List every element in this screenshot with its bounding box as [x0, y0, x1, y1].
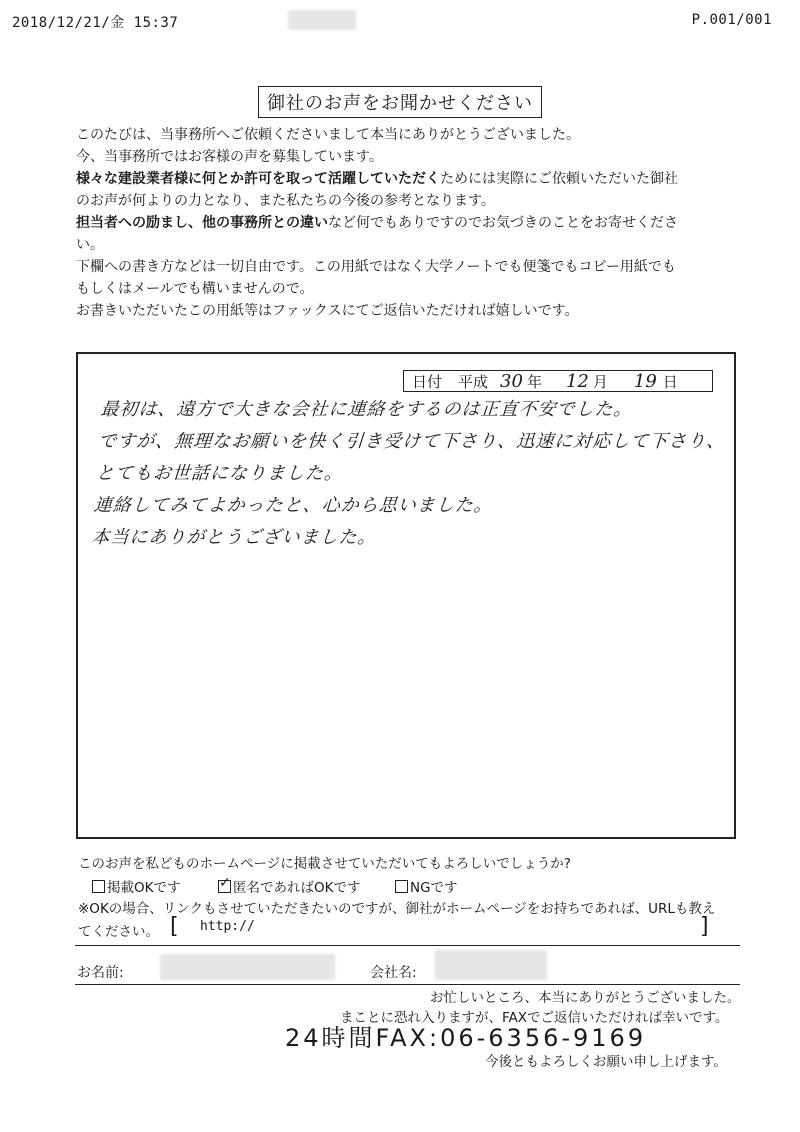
fax-timestamp: 2018/12/21/金 15:37 — [12, 15, 179, 31]
intro-line — [76, 256, 746, 278]
intro-line — [76, 278, 746, 300]
message-line: 連絡してみてよかったと、心から思いました。 — [93, 495, 494, 516]
url-bracket-left: [ — [170, 914, 179, 939]
closing-line: 今後ともよろしくお願い申し上げます。 — [485, 1054, 727, 1070]
intro-segment: もしくはメールでも構いませんので。 — [76, 281, 314, 297]
message-line: とてもお世話になりました。 — [95, 463, 344, 484]
check-mark-icon: ✓ — [219, 875, 231, 891]
thanks-line2: まことに恐れ入りますが、FAXでご返信いただければ幸いです。 — [340, 1010, 729, 1026]
message-line: ですが、無理なお願いを快く引き受けて下さり、迅速に対応して下さり、 — [97, 431, 727, 452]
redacted-sender — [288, 10, 356, 30]
checkbox-anonymous-ok[interactable] — [218, 875, 231, 893]
thanks-line1: お忙しいところ、本当にありがとうございました。 — [430, 990, 741, 1006]
checkbox-ng[interactable] — [395, 880, 408, 893]
intro-segment: 今、当事務所ではお客様の声を募集しています。 — [76, 149, 383, 165]
intro-line — [76, 234, 746, 256]
url-note-line2: てください。 — [78, 924, 159, 940]
intro-line — [76, 212, 746, 234]
option-label: NGです — [410, 880, 458, 896]
option-label: 匿名であればOKです — [233, 880, 361, 896]
date-day-unit: 日 — [662, 372, 678, 391]
url-field[interactable]: http:// — [200, 919, 255, 934]
fax-number: 24時間FAX:06-6356-9169 — [285, 1024, 647, 1052]
checkbox-publish-ok[interactable] — [92, 880, 105, 893]
intro-line — [76, 146, 746, 168]
option-ng[interactable] — [395, 876, 458, 896]
intro-segment: のお声が何よりの力となり、また私たちの今後の参考となります。 — [76, 193, 495, 209]
handwritten-message — [90, 394, 727, 554]
page-number: P.001/001 — [691, 12, 772, 28]
date-label: 日付 — [412, 372, 443, 391]
message-line: 最初は、遠方で大きな会社に連絡をするのは正直不安でした。 — [99, 399, 634, 420]
intro-line — [76, 190, 746, 212]
url-bracket-right: ] — [700, 914, 709, 939]
redacted-company[interactable] — [435, 950, 547, 980]
intro-emphasis: 様々な建設業者様に何とか許可を取って活躍していただく — [76, 171, 440, 187]
option-publish-ok[interactable] — [92, 876, 180, 896]
consent-question: このお声を私どものホームページに掲載させていただいてもよろしいでしょうか? — [78, 856, 571, 872]
intro-segment: 下欄への書き方などは一切自由です。この用紙ではなく大学ノートでも便箋でもコピー用紙でも — [76, 259, 676, 275]
intro-line — [76, 124, 746, 146]
intro-line — [76, 300, 746, 322]
company-label: 会社名: — [370, 965, 417, 981]
date-era: 平成 — [458, 372, 489, 391]
option-anonymous-ok[interactable] — [218, 876, 360, 896]
message-line: 本当にありがとうございました。 — [90, 527, 378, 548]
form-title-box — [258, 86, 542, 118]
intro-segment: お書きいただいたこの用紙等はファックスにてご返信いただければ嬉しいです。 — [76, 303, 579, 319]
date-day: 19 — [633, 370, 657, 392]
date-year-unit: 年 — [526, 372, 542, 391]
intro-segment: など何でもありですのでお気づきのことをお寄せくださ — [328, 215, 678, 231]
intro-line — [76, 168, 746, 190]
date-month-unit: 月 — [592, 372, 608, 391]
url-note-line1: ※OKの場合、リンクもさせていただきたいのですが、御社がホームページをお持ちであれば、URLも教え — [78, 901, 716, 917]
intro-segment: い。 — [76, 237, 104, 253]
contact-row — [75, 945, 740, 985]
name-label: お名前: — [77, 965, 124, 981]
intro-segment: このたびは、当事務所へご依頼くださいまして本当にありがとうございました。 — [76, 127, 580, 143]
redacted-name[interactable] — [160, 954, 335, 980]
intro-emphasis: 担当者への励まし、他の事務所との違い — [76, 215, 328, 231]
date-year: 30 — [500, 370, 523, 392]
date-month: 12 — [565, 370, 589, 392]
option-label: 掲載OKです — [107, 880, 181, 896]
date-field — [403, 370, 713, 392]
intro-text — [76, 124, 746, 322]
intro-segment: ためには実際にご依頼いただいた御社 — [440, 171, 678, 187]
form-title: 御社のお声をお聞かせください — [267, 93, 533, 114]
